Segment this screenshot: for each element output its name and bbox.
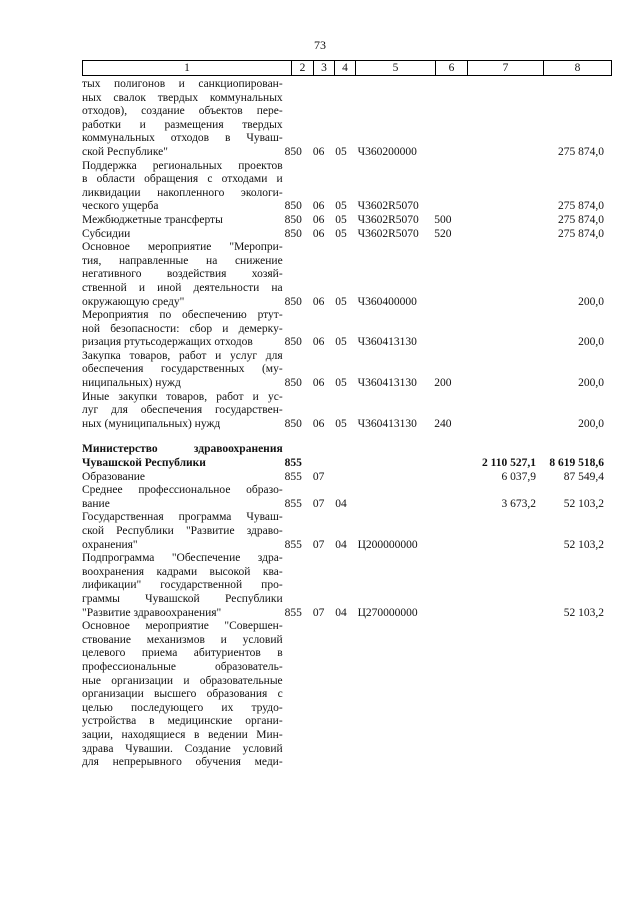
- description-line: зации, находящиеся в ведении Мин-: [82, 728, 283, 741]
- target-article-code: Ч360413130: [357, 377, 417, 390]
- subsection-code: 05: [335, 145, 347, 158]
- description-line: Субсидии: [82, 227, 131, 240]
- description-line: ной безопасности: сбор и демерку-: [82, 322, 283, 335]
- total-amount: 8 619 518,6: [549, 457, 604, 470]
- subsection-code: 05: [335, 417, 347, 430]
- row-description: [82, 309, 283, 350]
- section-code: 07: [312, 538, 325, 551]
- ministry-code: 850: [284, 227, 302, 240]
- description-line: отходов), создание объектов пере-: [82, 105, 283, 118]
- total-amount: 275 874,0: [557, 227, 604, 240]
- description-line: целевого приема абитуриентов в: [82, 647, 283, 660]
- total-amount: 275 874,0: [557, 145, 604, 158]
- description-line: ризация ртутьсодержащих отходов: [82, 336, 253, 349]
- row-description: [82, 391, 283, 432]
- target-article-code: Ч3602R5070: [357, 227, 419, 240]
- expense-type-code: 500: [434, 213, 452, 226]
- ministry-code: 850: [284, 336, 302, 349]
- total-amount: 52 103,2: [563, 497, 604, 510]
- column-header-8: 8: [544, 61, 612, 76]
- section-code: 06: [312, 295, 325, 308]
- section-gap: [82, 431, 612, 443]
- ministry-code: 855: [284, 497, 302, 510]
- ministry-code: 855: [284, 606, 302, 619]
- description-line: негативного воздействия хозяй-: [82, 268, 283, 281]
- description-line: ликвидации накопленного экологи-: [82, 186, 283, 199]
- description-line: лификации" государственной про-: [82, 579, 283, 592]
- description-line: целью последующего их трудо-: [82, 701, 283, 714]
- target-article-code: Ч3602R5070: [357, 213, 419, 226]
- column-header-2: 2: [292, 61, 314, 76]
- table-row: [82, 391, 612, 432]
- total-amount: 87 549,4: [563, 470, 604, 483]
- subsection-code: 05: [335, 200, 347, 213]
- table-row: [82, 78, 612, 160]
- target-article-code: Ч360413130: [357, 336, 417, 349]
- row-description: [82, 552, 283, 620]
- subsection-code: 05: [335, 377, 347, 390]
- target-article-code: Ч360413130: [357, 417, 417, 430]
- target-article-code: Ч360200000: [357, 145, 417, 158]
- description-line: Межбюджетные трансферты: [82, 213, 223, 226]
- description-line: профессиональные образователь-: [82, 660, 283, 673]
- description-line: для непрерывного обучения меди-: [82, 756, 283, 769]
- table-row: [82, 214, 612, 228]
- description-line: в области обращения с отходами и: [82, 173, 283, 186]
- description-line: Иные закупки товаров, работ и ус-: [82, 390, 283, 403]
- section-code: 06: [312, 145, 325, 158]
- table-row: [82, 471, 612, 485]
- subsection-code: 04: [335, 497, 347, 510]
- description-line: обеспечения государственных (му-: [82, 363, 283, 376]
- total-amount: 52 103,2: [563, 606, 604, 619]
- table-row: [82, 511, 612, 552]
- description-line: устройства в медицинские органи-: [82, 715, 283, 728]
- table-row: [82, 241, 612, 309]
- subsection-code: 05: [335, 336, 347, 349]
- description-line: здрава Чувашии. Создание условий: [82, 742, 283, 755]
- total-amount: 275 874,0: [557, 200, 604, 213]
- column-header-3: 3: [314, 61, 335, 76]
- row-description: [82, 620, 283, 770]
- description-line: Мероприятия по обеспечению ртут-: [82, 309, 283, 322]
- row-description: [82, 511, 283, 552]
- section-code: 07: [312, 470, 325, 483]
- row-description: [82, 228, 283, 242]
- target-article-code: Ч3602R5070: [357, 200, 419, 213]
- description-line: "Развитие здравоохранения": [82, 606, 222, 619]
- row-description: [82, 241, 283, 309]
- total-amount: 200,0: [578, 377, 604, 390]
- description-line: вание: [82, 497, 110, 510]
- description-line: охранения": [82, 538, 138, 551]
- table-row: [82, 620, 612, 770]
- target-article-code: Ц200000000: [357, 538, 418, 551]
- section-code: 06: [312, 213, 325, 226]
- expense-type-code: 240: [434, 417, 452, 430]
- description-line: работки и размещения твердых: [82, 118, 283, 131]
- row-description: [82, 214, 283, 228]
- ministry-code: 850: [284, 295, 302, 308]
- ministry-code: 850: [284, 213, 302, 226]
- total-amount: 200,0: [578, 336, 604, 349]
- subsection-code: 05: [335, 213, 347, 226]
- description-line: Чувашской Республики: [82, 457, 206, 470]
- description-line: коммунальных отходов в Чуваш-: [82, 132, 283, 145]
- section-code: 06: [312, 377, 325, 390]
- description-line: Закупка товаров, работ и услуг для: [82, 349, 283, 362]
- description-line: ческого ущерба: [82, 200, 159, 213]
- table-row: [82, 309, 612, 350]
- table-row: [82, 443, 612, 470]
- total-amount: 52 103,2: [563, 538, 604, 551]
- page-number: 73: [314, 38, 326, 52]
- total-amount: 275 874,0: [557, 213, 604, 226]
- description-line: окружающую среду": [82, 295, 185, 308]
- change-amount: 3 673,2: [501, 497, 537, 510]
- description-line: Подпрограмма "Обеспечение здра-: [82, 552, 283, 565]
- column-header-4: 4: [335, 61, 356, 76]
- section-code: 06: [312, 417, 325, 430]
- section-code: 06: [312, 200, 325, 213]
- table-row: [82, 160, 612, 214]
- description-line: ствование механизмов и условий: [82, 633, 283, 646]
- column-header-1: 1: [83, 61, 292, 76]
- description-line: ственной и иной деятельности на: [82, 281, 283, 294]
- table-row: [82, 350, 612, 391]
- total-amount: 200,0: [578, 417, 604, 430]
- description-line: Министерство здравоохранения: [82, 443, 283, 456]
- column-header-7: 7: [468, 61, 544, 76]
- row-description: [82, 160, 283, 214]
- expense-type-code: 520: [434, 227, 452, 240]
- subsection-code: 04: [335, 538, 347, 551]
- column-header-row: [82, 60, 612, 76]
- ministry-code: 855: [284, 470, 302, 483]
- row-description: [82, 78, 283, 160]
- table-row: [82, 484, 612, 511]
- column-header-6: 6: [436, 61, 468, 76]
- section-code: 06: [312, 336, 325, 349]
- description-line: воохранения кадрами высокой ква-: [82, 565, 283, 578]
- description-line: Образование: [82, 470, 146, 483]
- description-line: ных свалок твердых коммунальных: [82, 91, 283, 104]
- change-amount: 2 110 527,1: [482, 457, 537, 470]
- row-description: [82, 484, 283, 511]
- table-row: [82, 228, 612, 242]
- description-line: Основное мероприятие "Меропри-: [82, 241, 283, 254]
- target-article-code: Ц270000000: [357, 606, 418, 619]
- subsection-code: 05: [335, 295, 347, 308]
- section-code: 07: [312, 606, 325, 619]
- row-description: [82, 350, 283, 391]
- ministry-code: 850: [284, 377, 302, 390]
- ministry-code: 850: [284, 417, 302, 430]
- ministry-code: 850: [284, 200, 302, 213]
- section-code: 07: [312, 497, 325, 510]
- description-line: Государственная программа Чуваш-: [82, 511, 283, 524]
- description-line: Основное мероприятие "Совершен-: [82, 620, 283, 633]
- change-amount: 6 037,9: [501, 470, 537, 483]
- subsection-code: 05: [335, 227, 347, 240]
- row-description: [82, 471, 283, 485]
- budget-table-body: [82, 78, 612, 770]
- description-line: организации высшего образования с: [82, 688, 283, 701]
- expense-type-code: 200: [434, 377, 452, 390]
- subsection-code: 04: [335, 606, 347, 619]
- total-amount: 200,0: [578, 295, 604, 308]
- description-line: тых полигонов и санкциопирован-: [82, 78, 283, 90]
- table-row: [82, 552, 612, 620]
- ministry-code: 850: [284, 145, 302, 158]
- description-line: ные организации и образовательные: [82, 674, 283, 687]
- description-line: ниципальных) нужд: [82, 377, 181, 390]
- ministry-code: 855: [284, 457, 302, 470]
- description-line: луг для обеспечения государствен-: [82, 404, 283, 417]
- description-line: Поддержка региональных проектов: [82, 159, 283, 172]
- description-line: тия, направленные на снижение: [82, 254, 283, 267]
- column-header-5: 5: [356, 61, 436, 76]
- description-line: Среднее профессиональное образо-: [82, 484, 283, 497]
- target-article-code: Ч360400000: [357, 295, 417, 308]
- description-line: ных (муниципальных) нужд: [82, 417, 221, 430]
- ministry-code: 855: [284, 538, 302, 551]
- section-code: 06: [312, 227, 325, 240]
- description-line: граммы Чувашской Республики: [82, 592, 283, 605]
- description-line: ской Республики "Развитие здраво-: [82, 525, 283, 537]
- description-line: ской Республике": [82, 145, 168, 158]
- row-description: [82, 443, 283, 470]
